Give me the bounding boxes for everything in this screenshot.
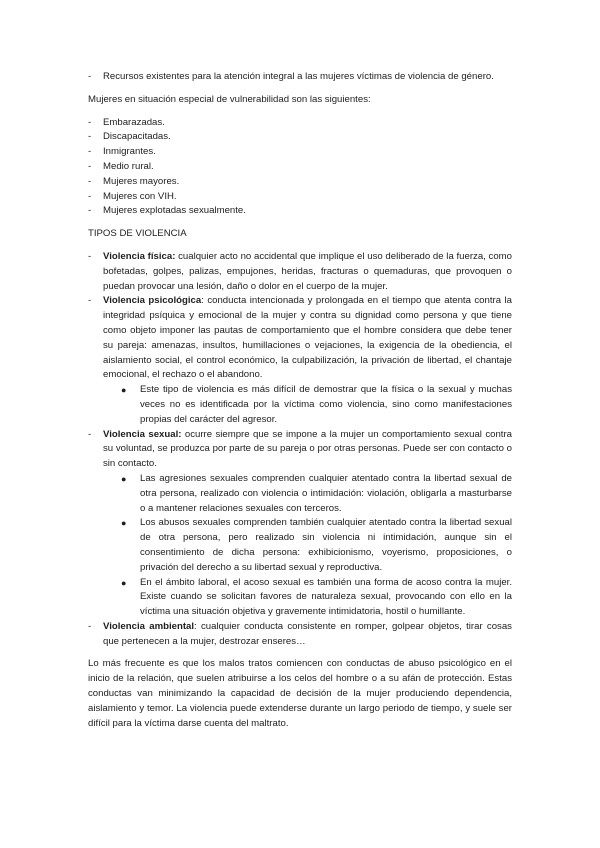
list-item bbox=[88, 175, 512, 190]
dash-marker: - bbox=[88, 146, 92, 158]
bullet-marker: ● bbox=[121, 473, 127, 484]
intro-item-text: Recursos existentes para la atención integral a las mujeres víctimas de violencia de género. bbox=[103, 71, 494, 82]
list-item-text: Mujeres explotadas sexualmente. bbox=[103, 205, 246, 217]
dash-marker: - bbox=[88, 205, 92, 217]
bullet-marker: ● bbox=[121, 385, 127, 396]
dash-marker: - bbox=[88, 250, 92, 262]
bullet-text: Las agresiones sexuales comprenden cualquier atentado contra la libertad sexual de otra persona, realizado con violencia o intimidación: violación, obligarla a masturbarse o a mantener relaciones sexuales con terceros. bbox=[140, 472, 512, 514]
bullet-text: En el ámbito laboral, el acoso sexual es también una forma de acoso contra la mujer. Existe cuando se solicitan favores de naturaleza sexual, provocando con ello en la víctima una situación objetiva y gravemente intimidatoria, hostil o humillante. bbox=[140, 576, 512, 618]
violence-type-physical bbox=[88, 250, 512, 294]
list-item bbox=[88, 130, 512, 145]
list-item bbox=[88, 160, 512, 175]
bullet-item bbox=[88, 576, 512, 620]
vulnerable-heading: Mujeres en situación especial de vulnerabilidad son las siguientes: bbox=[88, 93, 371, 105]
violence-type-text: ocurre siempre que se impone a la mujer un comportamiento sexual contra su voluntad, se produzca por parte de su pareja o por otras personas. Puede ser con contacto o sin contacto. bbox=[103, 428, 512, 470]
vulnerable-list bbox=[88, 116, 512, 220]
bullet-marker: ● bbox=[121, 577, 127, 588]
dash-marker: - bbox=[88, 160, 92, 172]
bullet-marker: ● bbox=[121, 518, 127, 529]
dash-marker: - bbox=[88, 175, 92, 187]
intro-list-item bbox=[88, 70, 512, 85]
violence-type-text: : conducta intencionada y prolongada en el tiempo que atenta contra la integridad psíquica y emocional de la mujer y contra su dignidad como persona y que tiene como objeto imponer las pautas de comportamiento que el hombre considera que debe tener su pareja: amenazas, insultos, humillaciones o vejaciones, la exigencia de la obediencia, el aislamiento social, el control económico, la culpabilización, la privación de libertad, el chantaje emocional, el rechazo o el abandono. bbox=[103, 295, 512, 381]
violence-type-label: Violencia física: bbox=[103, 250, 176, 262]
violence-type-label: Violencia sexual: bbox=[103, 428, 182, 440]
violence-type-text: cualquier acto no accidental que implique el uso deliberado de la fuerza, como bofetadas, golpes, palizas, empujones, heridas, fracturas o quemaduras, que provoquen o puedan provocar una lesión, daño o dolor en el cuerpo de la mujer. bbox=[103, 250, 512, 292]
list-item-text: Inmigrantes. bbox=[103, 146, 156, 158]
violence-type-label: Violencia psicológica bbox=[103, 295, 202, 307]
list-item-text: Embarazadas. bbox=[103, 116, 165, 128]
violence-type-environmental bbox=[88, 620, 512, 650]
dash-marker: - bbox=[88, 428, 92, 440]
bullet-item bbox=[88, 383, 512, 427]
list-item-text: Mujeres con VIH. bbox=[103, 190, 177, 202]
violence-type-label: Violencia ambiental bbox=[103, 620, 195, 632]
list-item bbox=[88, 116, 512, 131]
dash-marker: - bbox=[88, 295, 92, 307]
list-item-text: Discapacitadas. bbox=[103, 131, 171, 143]
types-heading: TIPOS DE VIOLENCIA bbox=[88, 228, 187, 240]
bullet-text: Este tipo de violencia es más difícil de demostrar que la física o la sexual y muchas veces no es identificada por la víctima como violencia, sino como manifestaciones propias del carácter del agresor. bbox=[140, 384, 512, 425]
list-item bbox=[88, 204, 512, 219]
dash-marker: - bbox=[88, 620, 92, 632]
dash-marker: - bbox=[88, 71, 92, 82]
bullet-item bbox=[88, 472, 512, 516]
dash-marker: - bbox=[88, 116, 92, 128]
bullet-item bbox=[88, 516, 512, 575]
list-item bbox=[88, 145, 512, 160]
list-item bbox=[88, 190, 512, 205]
dash-marker: - bbox=[88, 190, 92, 202]
violence-type-psychological bbox=[88, 294, 512, 383]
closing-paragraph: Lo más frecuente es que los malos tratos comiencen con conductas de abuso psicológico en el inicio de la relación, que suelen atribuirse a los celos del hombre o a su afán de protección. Estas conductas van minimizando la capacidad de decisión de la mujer produciendo dependencia, aislamiento y temor. La violencia puede extenderse durante un largo periodo de tiempo, y suele ser difícil para la víctima darse cuenta del maltrato. bbox=[88, 658, 512, 729]
list-item-text: Medio rural. bbox=[103, 160, 154, 172]
bullet-text: Los abusos sexuales comprenden también cualquier atentado contra la libertad sexual de otra persona, pero realizado sin violencia ni intimidación, aunque sin el consentimiento de dicha persona: exhibicionismo, voyerismo, proposiciones, o privación del derecho a su libertad sexual y reproductiva. bbox=[140, 517, 512, 573]
dash-marker: - bbox=[88, 131, 92, 143]
violence-type-text: : cualquier conducta consistente en romper, golpear objetos, tirar cosas que pertenecen a la mujer, destrozar enseres… bbox=[103, 620, 512, 647]
violence-types-list bbox=[88, 250, 512, 650]
list-item-text: Mujeres mayores. bbox=[103, 175, 180, 187]
violence-type-sexual bbox=[88, 428, 512, 472]
